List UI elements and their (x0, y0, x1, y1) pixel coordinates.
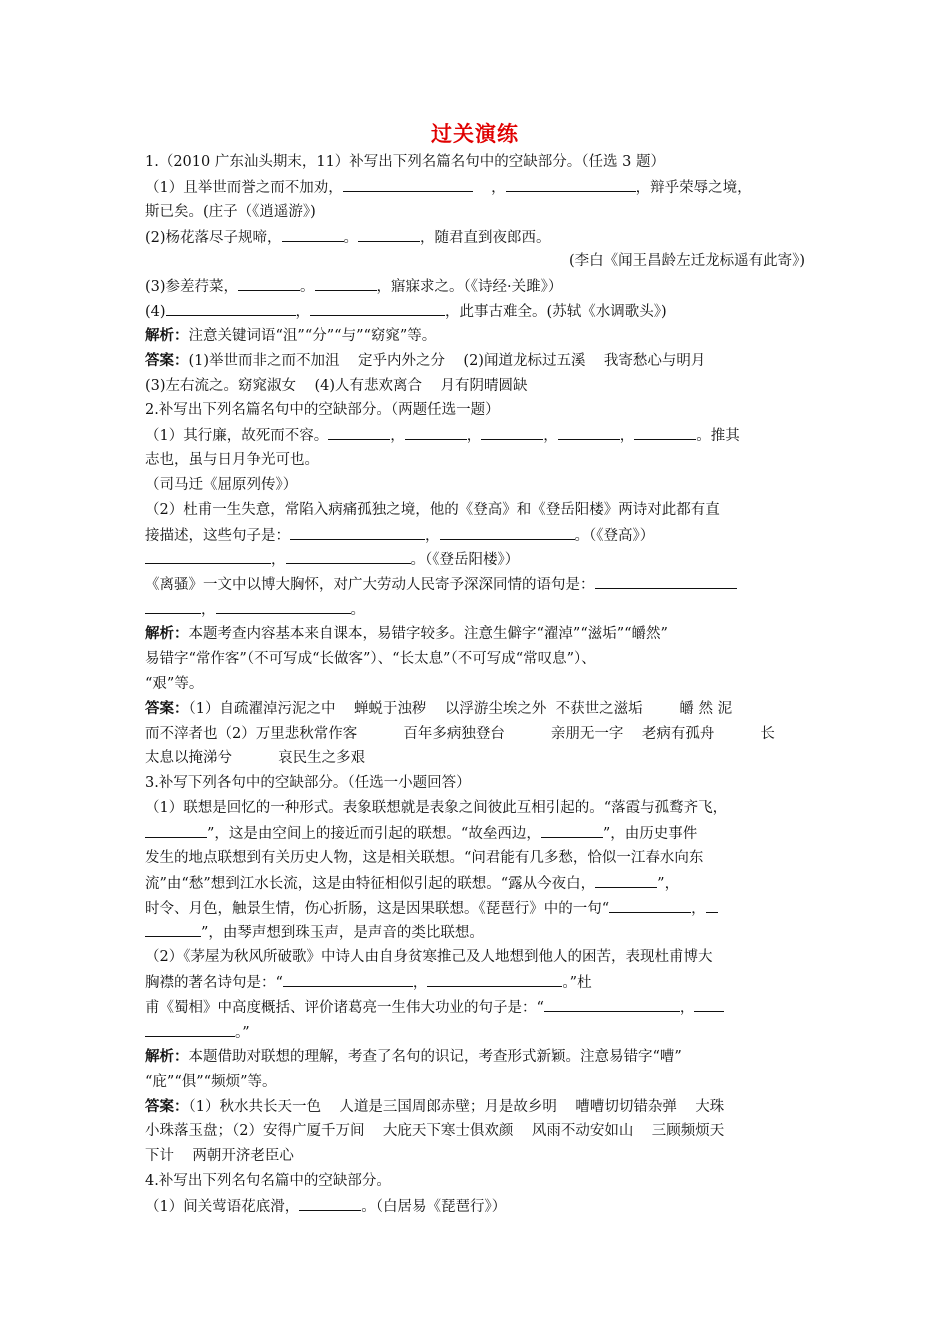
answer-blank[interactable] (544, 997, 680, 1012)
q2-2-cont2: ， 。（《登岳阳楼》） (145, 549, 519, 570)
answer-blank[interactable] (541, 823, 603, 838)
q1-stem: 1.（2010 广东汕头期末，11）补写出下列名篇名句中的空缺部分。（任选 3 题） (145, 154, 665, 170)
answer-blank[interactable] (506, 177, 636, 192)
answer-blank[interactable] (694, 997, 724, 1012)
q2-analysis: 解析：本题考查内容基本来自课本，易错字较多。注意生僻字“濯淖”“滋垢”“皭然” (145, 625, 668, 642)
q1-answer-cont: (3)左右流之。窈窕淑女 (4)人有悲欢离合 月有阴晴圆缺 (145, 378, 528, 394)
answer-blank[interactable] (282, 227, 344, 242)
q1-4-line: (4) ， ，此事古难全。(苏轼《水调歌头》) (145, 301, 667, 322)
q4-1-line: （1）间关莺语花底滑， 。（白居易《琵琶行》） (145, 1196, 506, 1217)
answer-blank[interactable] (290, 525, 425, 540)
q1-answer: 答案：(1)举世而非之而不加沮 定乎内外之分 (2)闻道龙标过五溪 我寄愁心与明月 (145, 352, 706, 369)
q2-lisao-cont: ， 。 (145, 599, 365, 620)
q2-lisao: 《离骚》一文中以博大胸怀，对广大劳动人民寄予深深同情的语句是： (145, 574, 737, 595)
q3-1-cont2: 发生的地点联想到有关历史人物，这是相关联想。“问君能有几多愁，恰似一江春水向东 (145, 850, 704, 866)
q1-1-line: （1）且举世而誉之而不加劝， ， ，辩乎荣辱之境， (145, 177, 752, 198)
answer-blank[interactable] (315, 276, 377, 291)
answer-blank[interactable] (706, 898, 718, 913)
q3-1-cont: ”，这是由空间上的接近而引起的联想。“故垒西边， ”，由历史事件 (145, 823, 697, 844)
answer-blank[interactable] (166, 301, 296, 316)
answer-blank[interactable] (216, 599, 351, 614)
q2-1-line: （1）其行廉，故死而不容。 ， ， ， ， 。推其 (145, 425, 740, 446)
q2-2-line: （2）杜甫一生失意，常陷入病痛孤独之境，他的《登高》和《登岳阳楼》两诗对此都有直 (145, 502, 720, 518)
answer-blank[interactable] (145, 823, 207, 838)
answer-blank[interactable] (328, 425, 390, 440)
q2-1-source: （司马迁《屈原列传》） (145, 477, 298, 493)
q2-answer-cont: 而不滓者也（2）万里悲秋常作客 百年多病独登台 亲朋无一字 老病有孤舟 长 (145, 726, 775, 742)
q1-1-source: 斯已矣。(庄子（《逍遥游》) (145, 204, 316, 220)
answer-blank[interactable] (299, 1196, 361, 1211)
q3-answer: 答案：（1）秋水共长天一色 人道是三国周郎赤壁；月是故乡明 嘈嘈切切错杂弹 大珠 (145, 1098, 725, 1115)
answer-blank[interactable] (145, 599, 201, 614)
answer-blank[interactable] (286, 549, 411, 564)
answer-blank[interactable] (145, 1022, 235, 1037)
answer-blank[interactable] (238, 276, 300, 291)
q3-1-cont5: ”，由琴声想到珠玉声，是声音的类比联想。 (145, 922, 484, 943)
answer-blank[interactable] (427, 972, 562, 987)
answer-blank[interactable] (595, 873, 657, 888)
answer-blank[interactable] (595, 574, 737, 589)
q2-analysis-cont: 易错字“常作客”（不可写成“长做客”）、“长太息”（不可写成“常叹息”）、 (145, 651, 596, 667)
q3-1-line: （1）联想是回忆的一种形式。表象联想就是表象之间彼此互相引起的。“落霞与孤鹜齐飞， (145, 800, 728, 816)
answer-blank[interactable] (358, 227, 420, 242)
q2-answer: 答案：（1）自疏濯淖污泥之中 蝉蜕于浊秽 以浮游尘埃之外 不获世之滋垢 皭 然 泥 (145, 700, 733, 717)
q1-2-line: (2)杨花落尽子规啼， 。 ，随君直到夜郎西。 (145, 227, 551, 248)
q3-2-cont: 胸襟的著名诗句是：“ ， 。”杜 (145, 972, 592, 993)
answer-blank[interactable] (343, 177, 473, 192)
q1-3-line: (3)参差荇菜， 。 ，寤寐求之。（《诗经·关雎》） (145, 276, 562, 297)
q3-analysis: 解析：本题借助对联想的理解，考查了名句的识记，考查形式新颖。注意易错字“嘈” (145, 1048, 682, 1065)
answer-blank[interactable] (283, 972, 413, 987)
q3-analysis-cont: “庇”“俱”“频烦”等。 (145, 1074, 277, 1090)
answer-blank[interactable] (145, 549, 271, 564)
q2-answer-cont2: 太息以掩涕兮 哀民生之多艰 (145, 750, 366, 766)
q3-answer-cont2: 下计 两朝开济老臣心 (145, 1148, 294, 1164)
answer-blank[interactable] (405, 425, 467, 440)
q1-2-source: (李白《闻王昌龄左迁龙标遥有此寄》) (568, 253, 805, 269)
q3-2-cont2: 甫《蜀相》中高度概括、评价诸葛亮一生伟大功业的句子是：“ ， (145, 997, 724, 1018)
q3-stem: 3.补写下列各句中的空缺部分。（任选一小题回答） (145, 775, 471, 791)
q3-1-cont4: 时令、月色，触景生情，伤心折肠，这是因果联想。《琵琶行》中的一句“ ， (145, 898, 718, 919)
answer-blank[interactable] (310, 301, 445, 316)
q3-2-cont3: 。” (145, 1022, 250, 1043)
answer-blank[interactable] (634, 425, 696, 440)
answer-blank[interactable] (440, 525, 575, 540)
q3-1-cont3: 流”由“愁”想到江水长流，这是由特征相似引起的联想。“露从今夜白， ”， (145, 873, 679, 894)
q3-2-line: （2）《茅屋为秋风所破歌》中诗人由自身贫寒推己及人地想到他人的困苦，表现杜甫博大 (145, 949, 713, 965)
q2-2-cont: 接描述，这些句子是： ， 。（《登高》） (145, 525, 654, 546)
q2-stem: 2.补写出下列名篇名句中的空缺部分。（两题任选一题） (145, 402, 500, 418)
q3-answer-cont: 小珠落玉盘；（2）安得广厦千万间 大庇天下寒士俱欢颜 风雨不动安如山 三顾频烦天 (145, 1123, 725, 1139)
answer-blank[interactable] (145, 922, 201, 937)
q1-analysis: 解析：注意关键词语“沮”“分”“与”“窈窕”等。 (145, 327, 437, 344)
q2-analysis-cont2: “艰”等。 (145, 676, 204, 692)
answer-blank[interactable] (609, 898, 691, 913)
q2-1-cont: 志也，虽与日月争光可也。 (145, 452, 319, 468)
answer-blank[interactable] (558, 425, 620, 440)
page-title: 过关演练 (431, 122, 519, 146)
q4-stem: 4.补写出下列名句名篇中的空缺部分。 (145, 1173, 391, 1189)
answer-blank[interactable] (481, 425, 543, 440)
